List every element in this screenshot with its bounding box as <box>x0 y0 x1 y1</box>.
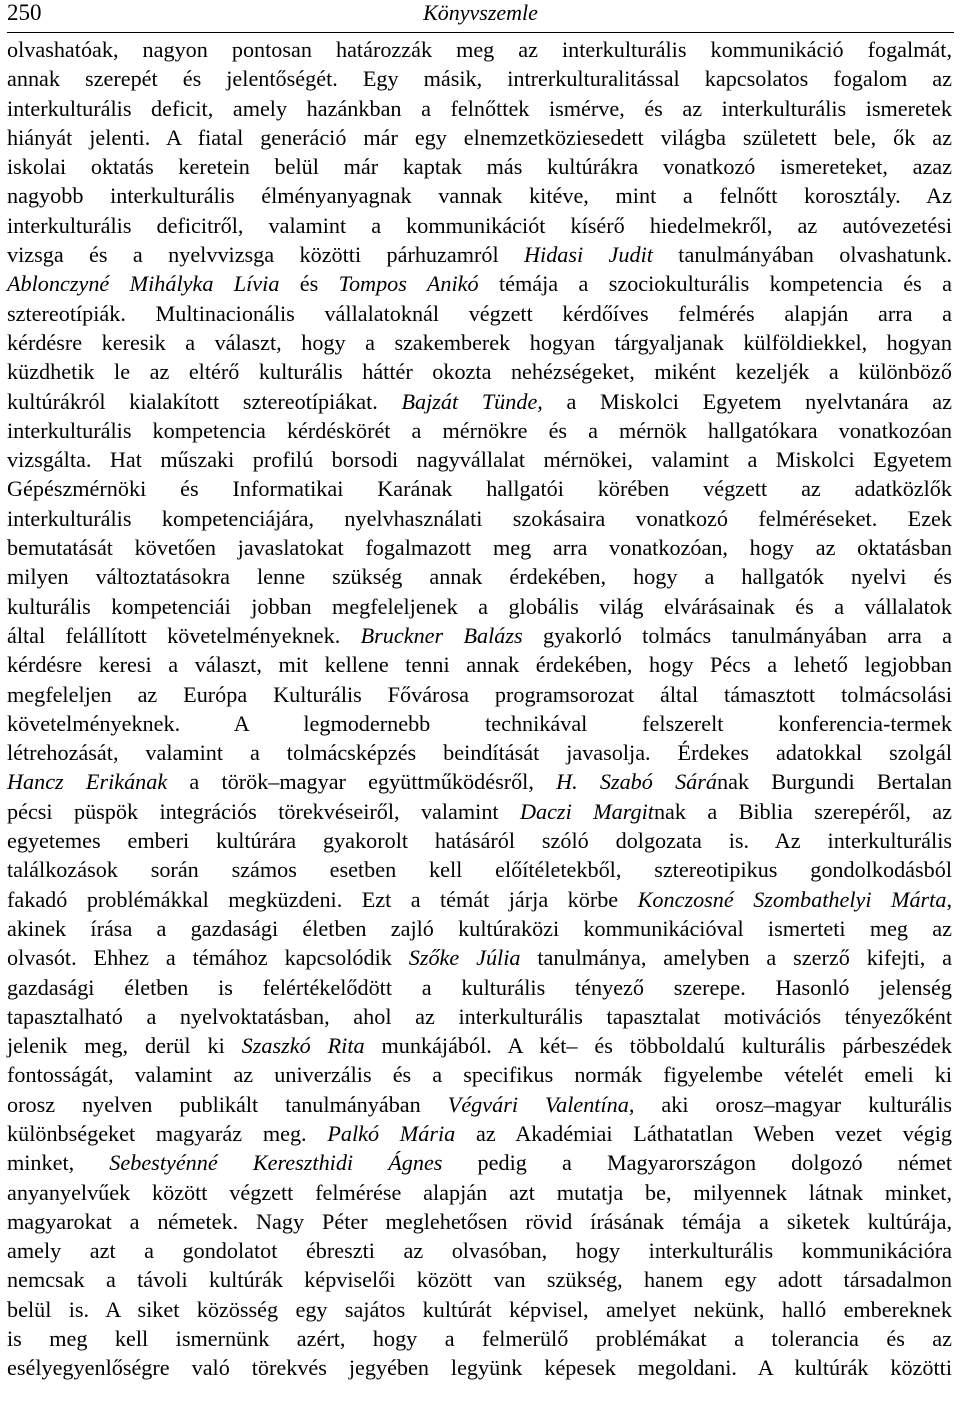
text-segment: munkájából. A két– és többoldalú kulturális párbeszédek <box>364 1033 952 1059</box>
italic-author-name: Bajzát Tünde, <box>401 388 543 414</box>
text-segment: fakadó problémákkal megküzdeni. Ezt a témát járja körbe <box>7 886 638 912</box>
italic-author-name: Szaszkó Rita <box>241 1033 365 1059</box>
text-segment: is meg kell ismernünk azért, hogy a felmerülő problémákat a tolerancia és az <box>7 1326 952 1352</box>
italic-author-name: Palkó Mária <box>327 1120 456 1146</box>
text-line <box>7 474 952 503</box>
italic-author-name: H. Szabó Sárá <box>556 769 717 795</box>
text-segment: a Miskolci Egyetem nyelvtanára az <box>542 388 952 414</box>
text-segment: küzdhetik le az eltérő kulturális háttér okozta nehézségeket, miként kezeljék a különböző <box>7 359 952 385</box>
text-segment: nak Burgundi Bertalan <box>717 769 953 795</box>
text-line <box>7 797 952 826</box>
text-segment: , <box>946 886 952 912</box>
text-segment: vizsgálta. Hat műszaki profilú borsodi nagyvállalat mérnökei, valamint a Miskolci Egyetem <box>7 447 952 473</box>
italic-author-name: Ablonczyné Mihályka Lívia <box>7 271 280 297</box>
text-line <box>7 328 952 357</box>
text-segment: találkozások során számos esetben kell előítéletekből, sztereotipikus gondolkodásból <box>7 857 952 883</box>
text-line <box>7 1002 952 1031</box>
running-head: Könyvszemle <box>423 0 538 25</box>
text-line <box>7 1148 952 1177</box>
text-segment: megfeleljen az Európa Kulturális Fővárosa programsorozat által támasztott tolmácsolási <box>7 681 952 707</box>
italic-author-name: Végvári Valentína <box>447 1091 629 1117</box>
text-segment: interkulturális kompetencia kérdéskörét a mérnökre és a mérnök hallgatókara vonatkozóan <box>7 417 952 443</box>
text-segment: tapasztalható a nyelvoktatásban, ahol az interkulturális tapasztalat motivációs tényezőként <box>7 1003 952 1029</box>
text-segment: annak szerepét és jelentőségét. Egy másik, intrerkulturalitással kapcsolatos fogalom az <box>7 66 952 92</box>
text-line <box>7 1119 952 1148</box>
italic-author-name: Daczi Margit <box>519 798 654 824</box>
text-segment: milyen változtatásokra lenne szükség annak érdekében, hogy a hallgatók nyelvi és <box>7 564 952 590</box>
text-segment: esélyegyenlőségre való törekvés jegyében legyünk képesek megoldani. A kultúrák közötti <box>7 1355 952 1381</box>
text-segment: különbségeket magyaráz meg. <box>7 1120 328 1146</box>
text-segment: bemutatását követően javaslatokat fogalmazott meg arra vonatkozóan, hogy az oktatásban <box>7 535 952 561</box>
text-line <box>7 943 952 972</box>
text-segment: témája a szociokulturális kompetencia és a <box>478 271 953 297</box>
text-line <box>7 1207 952 1236</box>
text-line <box>7 767 952 796</box>
text-line <box>7 269 952 298</box>
page-number: 250 <box>7 0 42 25</box>
text-line <box>7 533 952 562</box>
italic-author-name: Sebestyénné Kereszthidi Ágnes <box>109 1150 443 1176</box>
text-line <box>7 387 952 416</box>
text-segment: nagyobb interkulturális élményanyagnak vannak kitéve, mint a felnőtt korosztály. Az <box>7 183 952 209</box>
text-segment: minket, <box>7 1150 110 1176</box>
text-segment: nemcsak a távoli kultúrák képviselői között van szükség, hanem egy adott társadalmon <box>7 1267 952 1293</box>
text-segment: kérdésre keresik a választ, hogy a szakemberek hogyan tárgyaljanak külföldiekkel, hogyan <box>7 329 952 355</box>
text-segment: anyanyelvűek között végzett felmérése alapján azt mutatja be, milyennek látnak minket, <box>7 1179 952 1205</box>
text-segment: orosz nyelven publikált tanulmányában <box>7 1091 448 1117</box>
text-line <box>7 94 952 123</box>
text-line <box>7 650 952 679</box>
text-line <box>7 973 952 1002</box>
text-segment: az Akadémiai Láthatatlan Weben vezet végig <box>455 1120 952 1146</box>
text-line <box>7 592 952 621</box>
text-segment: , aki orosz–magyar kulturális <box>628 1091 953 1117</box>
text-segment: amely azt a gondolatot ébreszti az olvasóban, hogy interkulturális kommunikációra <box>7 1238 952 1264</box>
text-segment: olvasót. Ehhez a témához kapcsolódik <box>7 945 409 971</box>
text-line <box>7 211 952 240</box>
text-line <box>7 1353 952 1382</box>
text-line <box>7 826 952 855</box>
text-segment: belül is. A siket közösség egy sajátos kultúrát képvisel, amelyet nekünk, halló embereknek <box>7 1296 952 1322</box>
italic-author-name: Bruckner Balázs <box>360 622 523 648</box>
text-line <box>7 1295 952 1324</box>
text-segment: nak a Biblia szerepéről, az <box>653 798 952 824</box>
text-line <box>7 855 952 884</box>
text-line <box>7 416 952 445</box>
text-segment: kulturális kompetenciái jobban megfeleljenek a globális világ elvárásainak és a vállalatok <box>7 593 952 619</box>
text-segment: interkulturális kompetenciájára, nyelvhasználati szokásaira vonatkozó felméréseket. Ezek <box>7 505 952 531</box>
text-line <box>7 35 952 64</box>
text-segment: gyakorló tolmács tanulmányában arra a <box>522 622 952 648</box>
italic-author-name: Hidasi Judit <box>524 242 653 268</box>
text-segment: kérdésre keresi a választ, mit kellene tenni annak érdekében, hogy Pécs a lehető legjobban <box>7 652 952 678</box>
italic-author-name: Tompos Anikó <box>338 271 479 297</box>
text-segment: pedig a Magyarországon dolgozó német <box>442 1150 952 1176</box>
text-segment: tanulmánya, amelyben a szerző kifejti, a <box>520 945 952 971</box>
text-line <box>7 181 952 210</box>
text-segment: akinek írása a gazdasági életben zajló kultúraközi kommunikációval ismerteti meg az <box>7 915 952 941</box>
text-segment: a török–magyar együttműködésről, <box>189 769 557 795</box>
text-segment: és <box>279 271 339 297</box>
review-body-text <box>7 35 952 1383</box>
text-line <box>7 152 952 181</box>
text-segment: létrehozását, valamint a tolmácsképzés beindítását javasolja. Érdekes adatokkal szolgál <box>7 740 952 766</box>
italic-author-name: Hancz Erikának <box>7 769 190 795</box>
text-segment: jelenik meg, derül ki <box>7 1033 242 1059</box>
text-segment: interkulturális deficit, amely hazánkban a felnőttek ismérve, és az interkulturális ismeretek <box>7 95 952 121</box>
text-segment: olvashatóak, nagyon pontosan határozzák meg az interkulturális kommunikáció fogalmát, <box>7 37 952 62</box>
italic-author-name: Szőke Júlia <box>408 945 521 971</box>
text-segment: vizsga és a nyelvvizsga közötti párhuzamról <box>7 242 524 268</box>
text-segment: hiányát jelenti. A fiatal generáció már egy elnemzetköziesedett világba született bele, ők az <box>7 124 952 150</box>
text-line <box>7 1031 952 1060</box>
text-line <box>7 1178 952 1207</box>
text-line <box>7 680 952 709</box>
text-line <box>7 914 952 943</box>
text-segment: egyetemes emberi kultúrára gyakorolt hatásáról szóló dolgozata is. Az interkulturális <box>7 828 952 854</box>
text-line <box>7 445 952 474</box>
text-segment: sztereotípiák. Multinacionális vállalatoknál végzett kérdőíves felmérés alapján arra a <box>7 300 952 326</box>
text-segment: interkulturális deficitről, valamint a kommunikációt kísérő hiedelmekről, az autóvezetési <box>7 212 952 238</box>
page-header <box>7 0 954 33</box>
text-segment: követelményeknek. A legmodernebb technikával felszerelt konferencia-termek <box>7 710 952 736</box>
text-line <box>7 562 952 591</box>
text-line <box>7 885 952 914</box>
text-segment: gazdasági életben is felértékelődött a kulturális tényező szerepe. Hasonló jelenség <box>7 974 952 1000</box>
text-segment: tanulmányában olvashatunk. <box>652 242 952 268</box>
text-segment: kultúrákról kialakított sztereotípiákat. <box>7 388 402 414</box>
text-line <box>7 738 952 767</box>
text-line <box>7 1060 952 1089</box>
text-segment: által felállított követelményeknek. <box>7 622 361 648</box>
text-line <box>7 240 952 269</box>
text-line <box>7 123 952 152</box>
text-line <box>7 709 952 738</box>
text-line <box>7 1324 952 1353</box>
text-line <box>7 621 952 650</box>
text-line <box>7 1265 952 1294</box>
text-line <box>7 357 952 386</box>
text-line <box>7 64 952 93</box>
text-segment: magyarokat a németek. Nagy Péter meglehetősen rövid írásának témája a siketek kultúrája, <box>7 1208 952 1234</box>
text-segment: iskolai oktatás keretein belül már kaptak más kultúrákra vonatkozó ismereteket, azaz <box>7 154 952 180</box>
text-line <box>7 1090 952 1119</box>
text-segment: pécsi püspök integrációs törekvéseiről, valamint <box>7 798 520 824</box>
text-segment: Gépészmérnöki és Informatikai Karának hallgatói körében végzett az adatközlők <box>7 476 952 502</box>
text-line <box>7 299 952 328</box>
text-segment: fontosságát, valamint az univerzális és a specifikus normák figyelembe vételét emeli ki <box>7 1062 952 1088</box>
text-line <box>7 504 952 533</box>
italic-author-name: Konczosné Szombathelyi Márta <box>637 886 947 912</box>
text-line <box>7 1236 952 1265</box>
